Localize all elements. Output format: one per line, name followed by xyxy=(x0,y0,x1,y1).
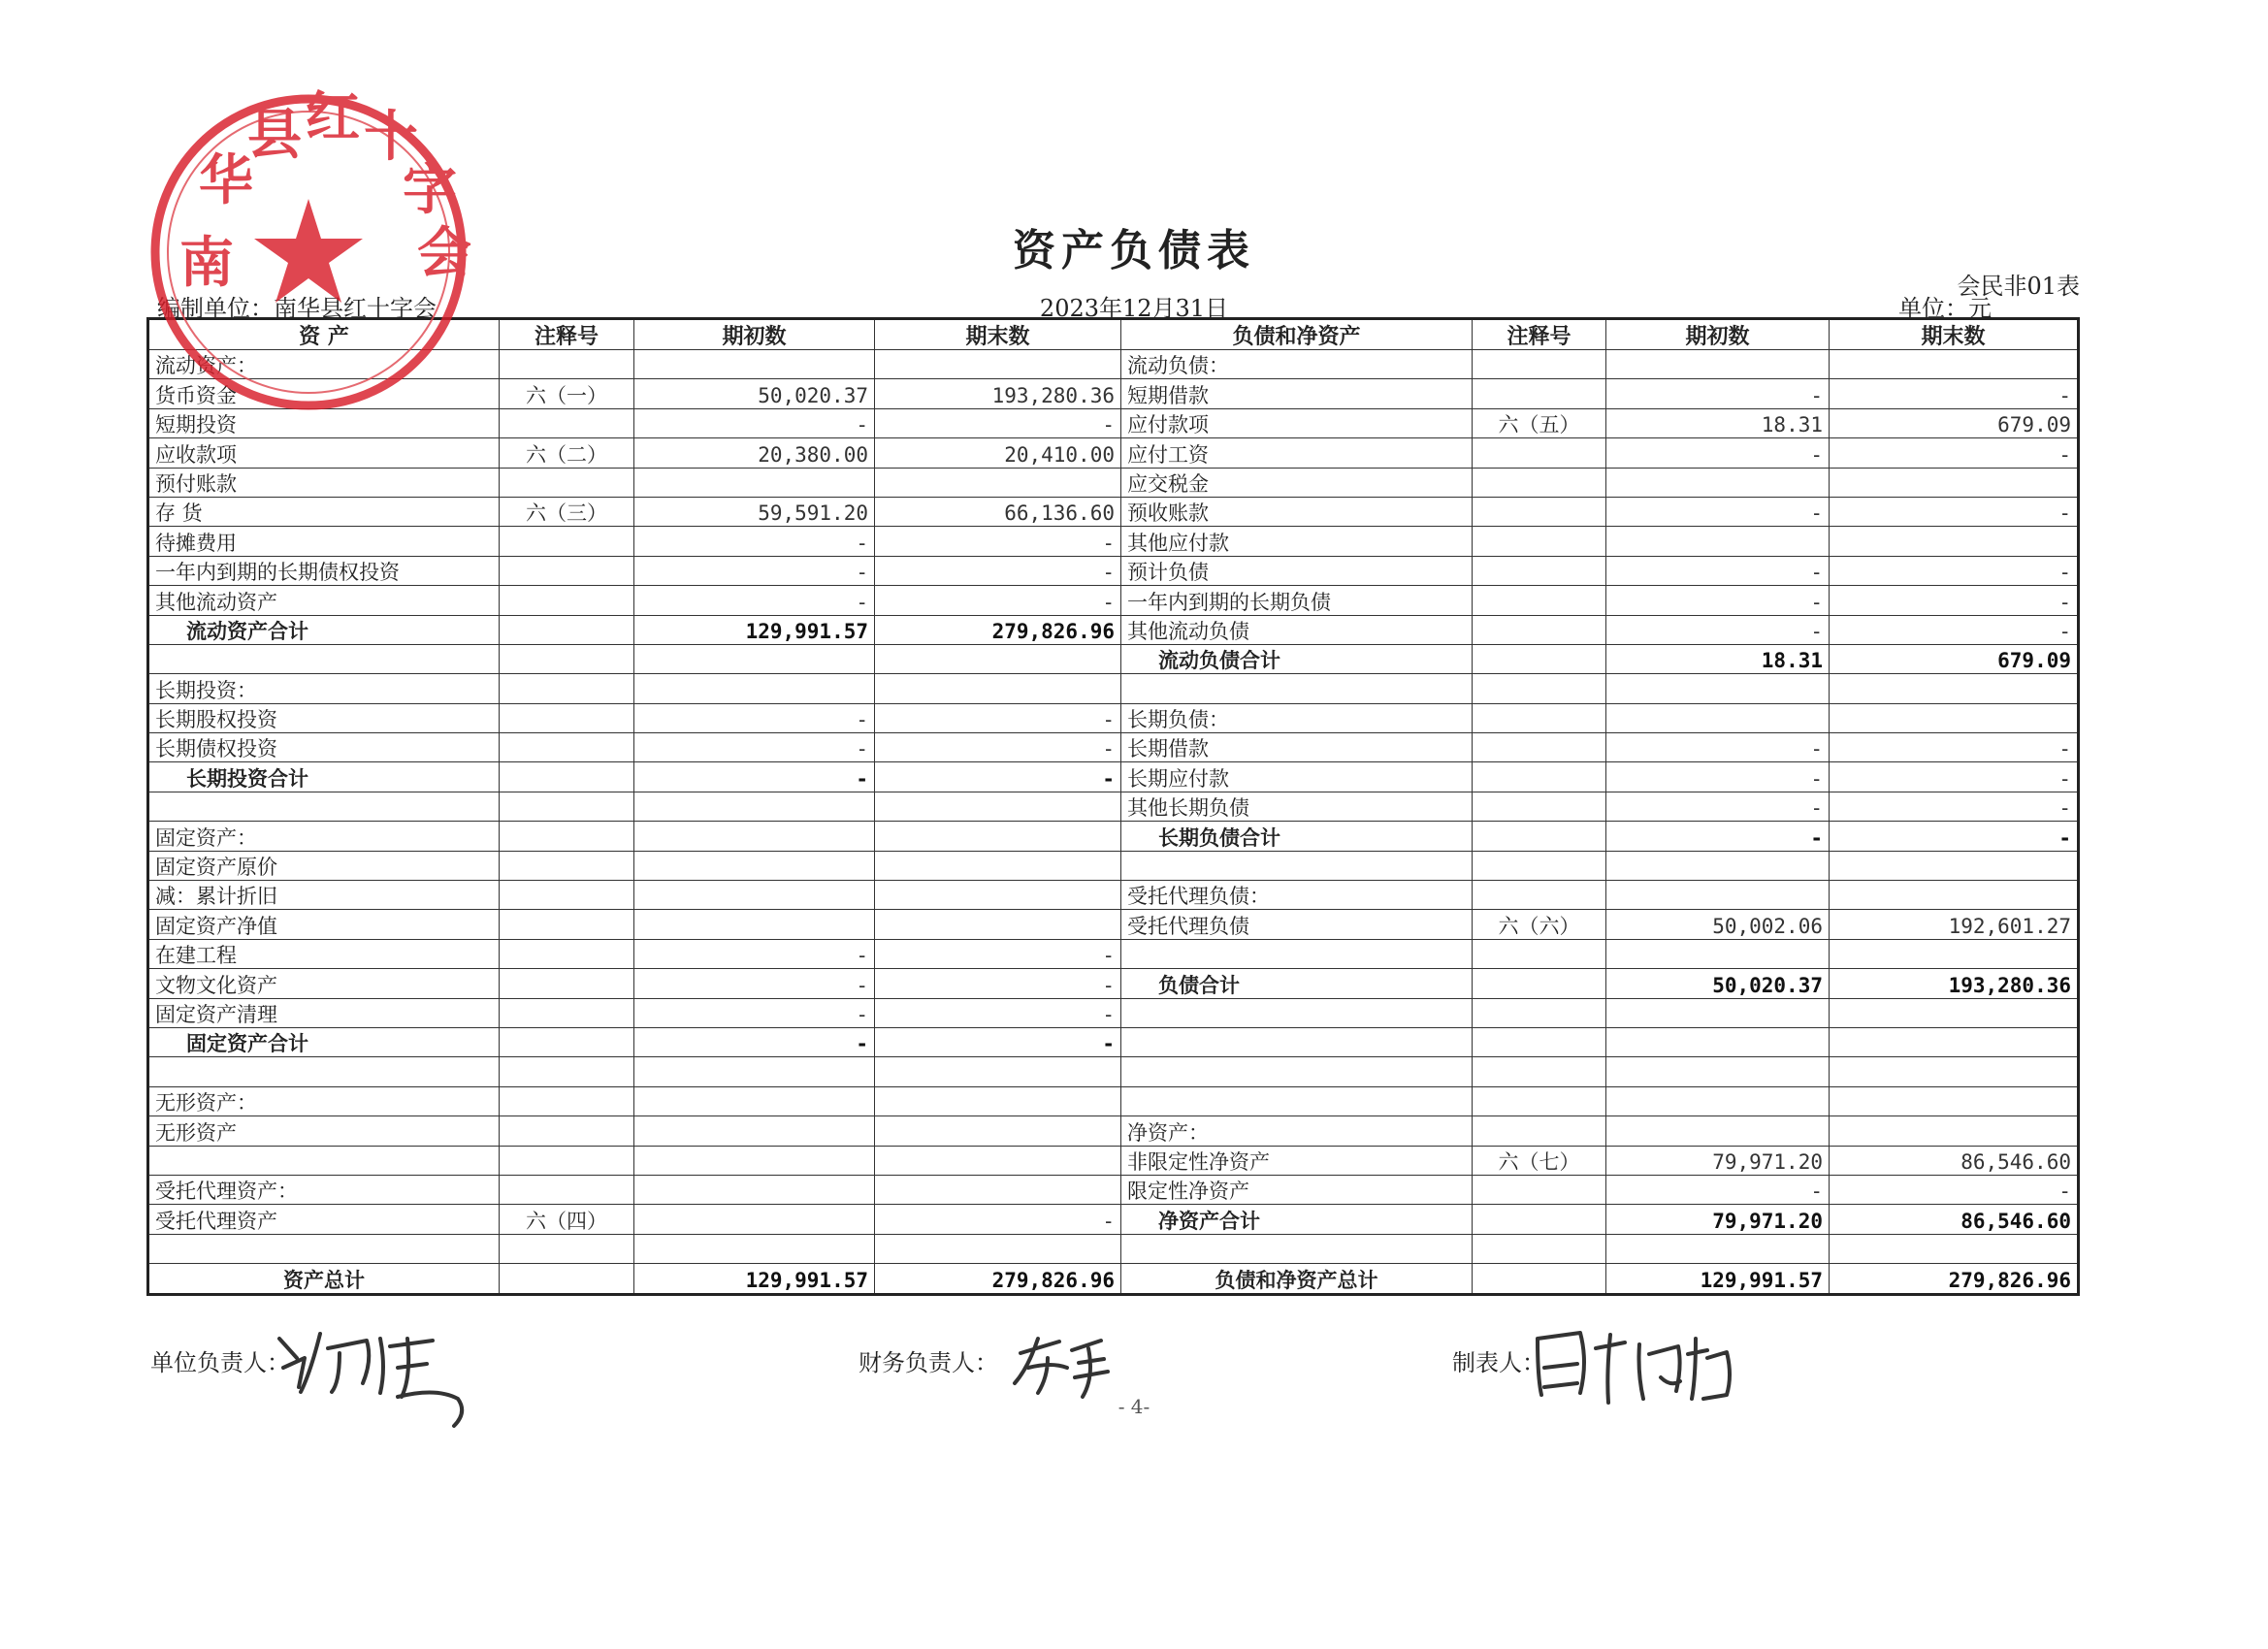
asset-label: 无形资产： xyxy=(148,1086,500,1116)
asset-opening: - xyxy=(634,408,875,437)
liability-opening: - xyxy=(1606,497,1830,526)
header-closing-2: 期末数 xyxy=(1830,319,2079,350)
liability-opening: 79,971.20 xyxy=(1606,1205,1830,1234)
liability-label: 长期借款 xyxy=(1121,733,1473,762)
asset-label: 固定资产原价 xyxy=(148,851,500,880)
asset-label: 长期投资合计 xyxy=(148,762,500,792)
liability-opening: 18.31 xyxy=(1606,644,1830,673)
liability-closing: 86,546.60 xyxy=(1830,1205,2079,1234)
liability-closing: - xyxy=(1830,733,2079,762)
asset-closing: - xyxy=(875,586,1121,615)
asset-closing: - xyxy=(875,733,1121,762)
preparer-label: 制表人： xyxy=(1452,1349,1545,1376)
asset-label: 流动资产： xyxy=(148,350,500,379)
liability-opening: - xyxy=(1606,438,1830,468)
liability-opening: - xyxy=(1606,1175,1830,1204)
unit-head-label: 单位负责人： xyxy=(150,1349,290,1376)
asset-label: 一年内到期的长期债权投资 xyxy=(148,556,500,585)
liability-closing: - xyxy=(1830,615,2079,644)
liability-closing: - xyxy=(1830,822,2079,851)
svg-text:南 华 县 红: 南 华 县 红 十 字 会 xyxy=(179,85,471,295)
asset-opening: - xyxy=(634,527,875,556)
liability-label: 负债和净资产总计 xyxy=(1121,1264,1473,1294)
currency-unit: 单位：元 xyxy=(1898,295,1992,322)
report-date: 2023年12月31日 xyxy=(1039,295,1229,322)
asset-opening: - xyxy=(634,762,875,792)
liability-closing: 192,601.27 xyxy=(1830,910,2079,939)
liability-label: 其他应付款 xyxy=(1121,527,1473,556)
asset-label: 预付账款 xyxy=(148,468,500,497)
liability-opening: 79,971.20 xyxy=(1606,1146,1830,1175)
finance-head-label: 财务负责人： xyxy=(859,1349,998,1376)
liability-label: 应付工资 xyxy=(1121,438,1473,468)
asset-opening: 50,020.37 xyxy=(634,379,875,408)
liability-opening: 50,020.37 xyxy=(1606,969,1830,998)
asset-opening: 59,591.20 xyxy=(634,497,875,526)
liability-label: 一年内到期的长期负债 xyxy=(1121,586,1473,615)
liability-opening: - xyxy=(1606,762,1830,792)
liability-label: 应付款项 xyxy=(1121,408,1473,437)
liability-label: 其他长期负债 xyxy=(1121,792,1473,821)
asset-closing: - xyxy=(875,527,1121,556)
asset-opening: 20,380.00 xyxy=(634,438,875,468)
asset-label: 长期债权投资 xyxy=(148,733,500,762)
liability-label: 净资产合计 xyxy=(1121,1205,1473,1234)
liability-label: 流动负债： xyxy=(1121,350,1473,379)
liability-closing: 193,280.36 xyxy=(1830,969,2079,998)
asset-closing: 279,826.96 xyxy=(875,615,1121,644)
asset-label: 长期股权投资 xyxy=(148,703,500,732)
liability-opening: - xyxy=(1606,733,1830,762)
liability-closing: - xyxy=(1830,556,2079,585)
asset-closing: 20,410.00 xyxy=(875,438,1121,468)
asset-label: 长期投资： xyxy=(148,674,500,703)
asset-note: 六（二） xyxy=(500,438,634,468)
liability-closing: - xyxy=(1830,792,2079,821)
asset-closing: 66,136.60 xyxy=(875,497,1121,526)
official-seal xyxy=(155,85,476,405)
liability-opening: 50,002.06 xyxy=(1606,910,1830,939)
asset-label: 固定资产： xyxy=(148,822,500,851)
liability-closing: 679.09 xyxy=(1830,644,2079,673)
asset-label: 资产总计 xyxy=(148,1264,500,1294)
asset-closing: 279,826.96 xyxy=(875,1264,1121,1294)
liability-label: 限定性净资产 xyxy=(1121,1175,1473,1204)
report-title: 资产负债表 xyxy=(1013,226,1255,275)
liability-opening: - xyxy=(1606,822,1830,851)
asset-note: 六（一） xyxy=(500,379,634,408)
liability-label: 净资产： xyxy=(1121,1116,1473,1146)
page-number: - 4- xyxy=(1118,1395,1150,1418)
asset-closing: - xyxy=(875,1027,1121,1056)
compiling-unit: 编制单位：南华县红十字会 xyxy=(157,295,437,322)
asset-label: 其他流动资产 xyxy=(148,586,500,615)
liability-label: 流动负债合计 xyxy=(1121,644,1473,673)
liability-opening: - xyxy=(1606,792,1830,821)
liability-opening: - xyxy=(1606,615,1830,644)
asset-label: 待摊费用 xyxy=(148,527,500,556)
asset-opening: 129,991.57 xyxy=(634,1264,875,1294)
liability-label: 其他流动负债 xyxy=(1121,615,1473,644)
asset-closing: - xyxy=(875,969,1121,998)
liability-closing: - xyxy=(1830,497,2079,526)
asset-closing: - xyxy=(875,939,1121,968)
asset-opening: - xyxy=(634,733,875,762)
liability-label: 长期负债： xyxy=(1121,703,1473,732)
asset-label: 存 货 xyxy=(148,497,500,526)
asset-opening: 129,991.57 xyxy=(634,615,875,644)
asset-closing: - xyxy=(875,1205,1121,1234)
liability-closing: 86,546.60 xyxy=(1830,1146,2079,1175)
seal-star-icon xyxy=(254,199,363,303)
liability-label: 长期应付款 xyxy=(1121,762,1473,792)
asset-note: 六（四） xyxy=(500,1205,634,1234)
liability-closing: - xyxy=(1830,438,2079,468)
liability-closing: 279,826.96 xyxy=(1830,1264,2079,1294)
liability-closing: - xyxy=(1830,586,2079,615)
asset-label: 固定资产净值 xyxy=(148,910,500,939)
asset-label: 货币资金 xyxy=(148,379,500,408)
liability-opening: - xyxy=(1606,586,1830,615)
header-liabilities: 负债和净资产 xyxy=(1121,319,1473,350)
liability-opening: 129,991.57 xyxy=(1606,1264,1830,1294)
liability-label: 预收账款 xyxy=(1121,497,1473,526)
asset-note: 六（三） xyxy=(500,497,634,526)
asset-label: 固定资产合计 xyxy=(148,1027,500,1056)
asset-label: 固定资产清理 xyxy=(148,998,500,1027)
liability-note: 六（六） xyxy=(1473,910,1606,939)
liability-label: 受托代理负债 xyxy=(1121,910,1473,939)
header-opening: 期初数 xyxy=(634,319,875,350)
liability-label: 受托代理负债： xyxy=(1121,881,1473,910)
asset-opening: - xyxy=(634,998,875,1027)
asset-label: 受托代理资产： xyxy=(148,1175,500,1204)
asset-label: 应收款项 xyxy=(148,438,500,468)
form-code: 会民非01表 xyxy=(1957,273,2080,300)
liability-label: 短期借款 xyxy=(1121,379,1473,408)
asset-closing: - xyxy=(875,998,1121,1027)
liability-note: 六（五） xyxy=(1473,408,1606,437)
asset-opening: - xyxy=(634,1027,875,1056)
asset-closing: - xyxy=(875,556,1121,585)
liability-closing: - xyxy=(1830,379,2079,408)
liability-closing: 679.09 xyxy=(1830,408,2079,437)
asset-closing: - xyxy=(875,762,1121,792)
header-note: 注释号 xyxy=(500,319,634,350)
liability-label: 应交税金 xyxy=(1121,468,1473,497)
asset-label: 流动资产合计 xyxy=(148,615,500,644)
header-closing: 期末数 xyxy=(875,319,1121,350)
liability-label: 长期负债合计 xyxy=(1121,822,1473,851)
asset-opening: - xyxy=(634,703,875,732)
asset-opening: - xyxy=(634,969,875,998)
liability-closing: - xyxy=(1830,762,2079,792)
asset-opening: - xyxy=(634,939,875,968)
liability-opening: 18.31 xyxy=(1606,408,1830,437)
header-opening-2: 期初数 xyxy=(1606,319,1830,350)
asset-label: 无形资产 xyxy=(148,1116,500,1146)
asset-label: 受托代理资产 xyxy=(148,1205,500,1234)
liability-closing: - xyxy=(1830,1175,2079,1204)
liability-note: 六（七） xyxy=(1473,1146,1606,1175)
header-note-2: 注释号 xyxy=(1473,319,1606,350)
asset-label: 在建工程 xyxy=(148,939,500,968)
asset-label: 文物文化资产 xyxy=(148,969,500,998)
asset-opening: - xyxy=(634,556,875,585)
asset-closing: 193,280.36 xyxy=(875,379,1121,408)
asset-opening: - xyxy=(634,586,875,615)
header-assets: 资 产 xyxy=(148,319,500,350)
liability-opening: - xyxy=(1606,379,1830,408)
liability-label: 预计负债 xyxy=(1121,556,1473,585)
asset-label: 减：累计折旧 xyxy=(148,881,500,910)
asset-closing: - xyxy=(875,703,1121,732)
liability-label: 非限定性净资产 xyxy=(1121,1146,1473,1175)
asset-label: 短期投资 xyxy=(148,408,500,437)
liability-opening: - xyxy=(1606,556,1830,585)
liability-label: 负债合计 xyxy=(1121,969,1473,998)
handwritten-signatures xyxy=(279,1333,1730,1426)
asset-closing: - xyxy=(875,408,1121,437)
